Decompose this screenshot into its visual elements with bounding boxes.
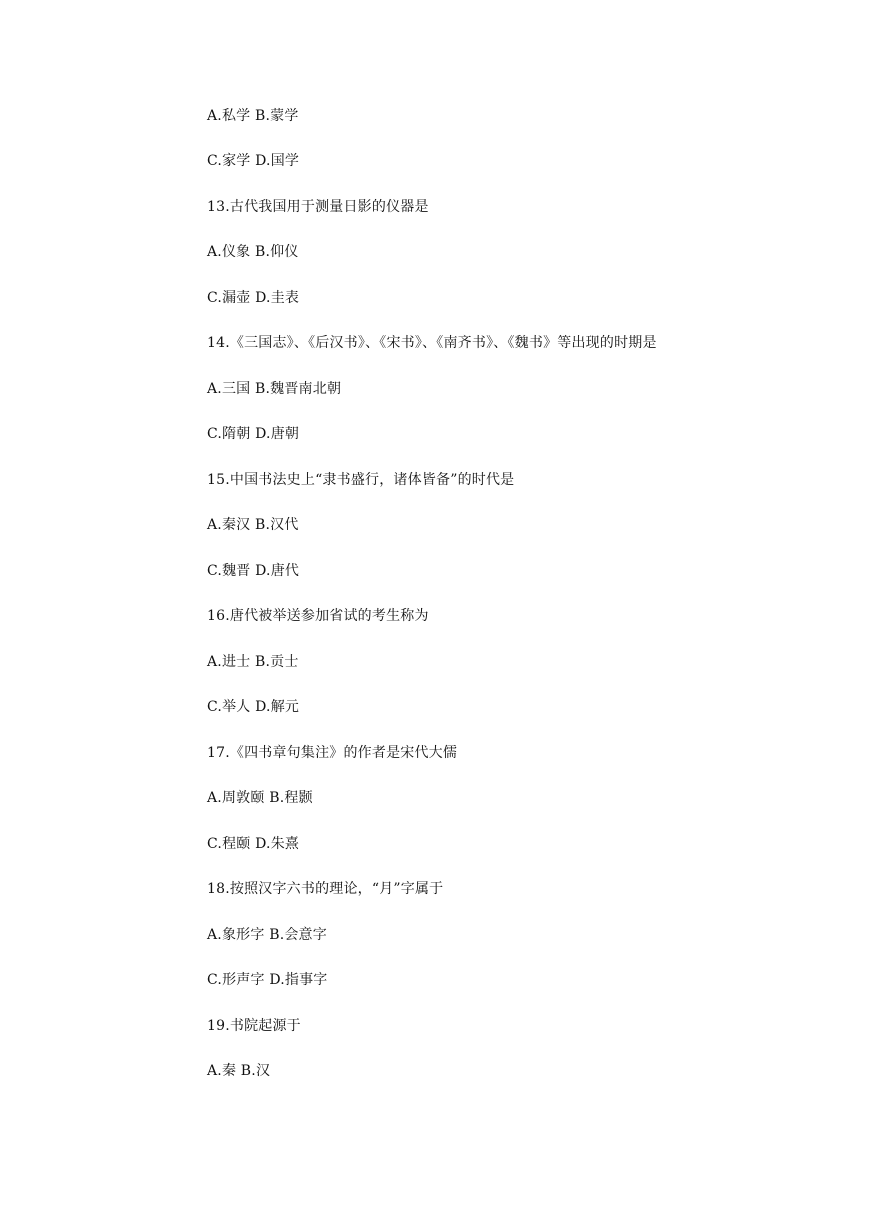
- q13-question: 13.古代我国用于测量日影的仪器是: [207, 199, 429, 215]
- q15-options-ab: A.秦汉 B.汉代: [207, 517, 299, 533]
- q15-options-cd: C.魏晋 D.唐代: [207, 563, 300, 579]
- q16-question: 16.唐代被举送参加省试的考生称为: [207, 608, 429, 624]
- q13-options-ab: A.仪象 B.仰仪: [207, 244, 299, 260]
- q16-options-ab: A.进士 B.贡士: [207, 654, 299, 670]
- q15-question: 15.中国书法史上“隶书盛行，诸体皆备”的时代是: [207, 472, 515, 488]
- q14-question: 14.《三国志》、《后汉书》、《宋书》、《南齐书》、《魏书》等出现的时期是: [207, 335, 657, 351]
- q19-question: 19.书院起源于: [207, 1018, 301, 1034]
- q18-question: 18.按照汉字六书的理论，“月”字属于: [207, 881, 444, 897]
- q16-options-cd: C.举人 D.解元: [207, 699, 300, 715]
- q19-options-ab: A.秦 B.汉: [207, 1063, 271, 1079]
- q17-options-ab: A.周敦颐 B.程颢: [207, 790, 313, 806]
- q18-options-cd: C.形声字 D.指事字: [207, 972, 328, 988]
- q12-options-ab: A.私学 B.蒙学: [207, 108, 299, 124]
- q17-question: 17.《四书章句集注》的作者是宋代大儒: [207, 745, 458, 761]
- q14-options-cd: C.隋朝 D.唐朝: [207, 426, 300, 442]
- q18-options-ab: A.象形字 B.会意字: [207, 927, 327, 943]
- q14-options-ab: A.三国 B.魏晋南北朝: [207, 381, 342, 397]
- q17-options-cd: C.程颐 D.朱熹: [207, 836, 300, 852]
- q13-options-cd: C.漏壶 D.圭表: [207, 290, 300, 306]
- q12-options-cd: C.家学 D.国学: [207, 153, 300, 169]
